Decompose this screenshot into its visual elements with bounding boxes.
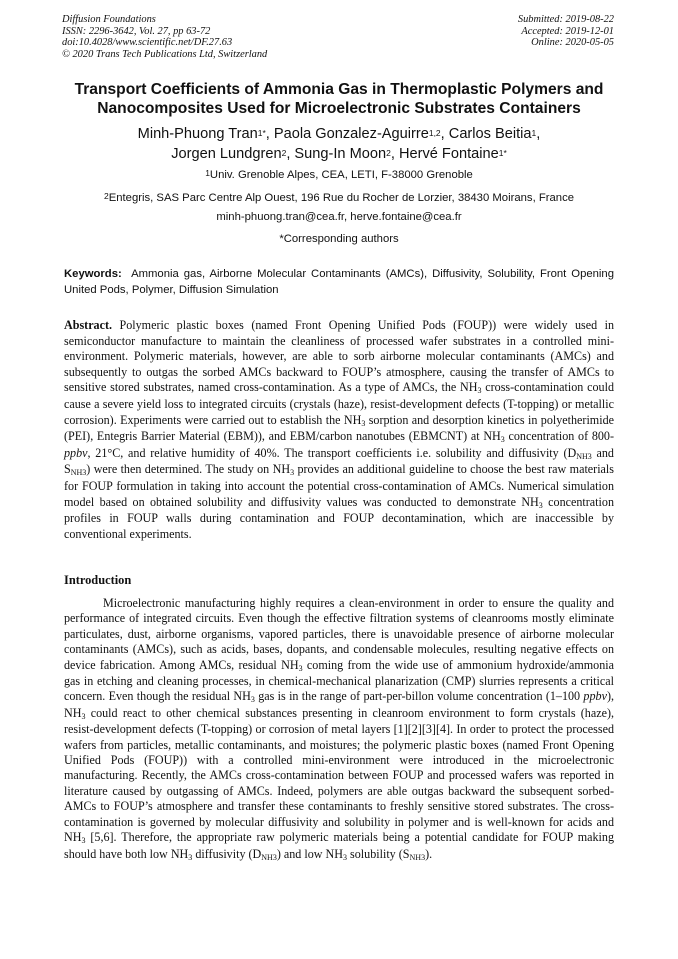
author-name: Paola Gonzalez-Aguirre	[273, 126, 429, 142]
intro-text: gas is in the range of part-per-billon volume concentration (1–100	[254, 689, 584, 704]
keywords	[64, 267, 614, 298]
submitted-date: Submitted: 2019-08-22	[517, 14, 614, 25]
subscript: 3	[477, 386, 482, 396]
intro-text: diffusivity (D	[192, 846, 262, 861]
affiliation-mark: 2	[103, 191, 109, 201]
author-affiliation-mark: 1*	[257, 128, 266, 138]
author-affiliation-mark: 1,2	[428, 128, 441, 138]
subscript: NH3	[70, 468, 87, 478]
author-name: Hervé Fontaine	[398, 146, 499, 162]
section-heading-introduction: Introduction	[64, 573, 132, 587]
journal-name: Diffusion Foundations	[62, 14, 156, 25]
unit-ppbv: ppbv	[64, 445, 88, 460]
keywords-label: Keywords:	[64, 268, 122, 280]
intro-text: ).	[425, 846, 433, 861]
affiliation-2	[40, 192, 638, 204]
subscript: NH3	[261, 852, 277, 862]
subscript: 3	[188, 852, 193, 862]
copyright-line: © 2020 Trans Tech Publications Ltd, Switzerland	[62, 48, 268, 60]
author-separator: ,	[286, 146, 295, 162]
intro-text: solubility (S	[347, 846, 410, 861]
affiliation-mark: 1	[205, 168, 210, 178]
keywords-text: Ammonia gas, Airborne Molecular Contaminants (AMCs), Diffusivity, Solubility, Front Opening United Pods, Polymer, Diffusion Simulation	[64, 268, 614, 296]
subscript: 3	[298, 663, 303, 673]
subscript: 3	[538, 500, 543, 510]
introduction-paragraph	[64, 596, 614, 863]
author-affiliation-mark: 1	[531, 128, 537, 138]
author-affiliation-mark: 2	[386, 148, 391, 158]
author-name: Sung-In Moon	[294, 146, 387, 162]
author-list	[40, 124, 638, 164]
submission-dates	[518, 14, 614, 49]
affiliation-1	[40, 169, 638, 181]
abstract-label: Abstract.	[64, 318, 113, 332]
intro-text: coming from the wide use of ammonium hydroxide/ammonia gas in etching and cleaning processes, in chemical-mechanical planarization (CMP) slurries represents a critical concern. Even though the residual NH	[64, 657, 614, 704]
abstract-text: provides an additional guideline to choose the best raw materials for FOUP formulation in taking into account the potential cross-contamination of AMCs. Numerical simulation model based on obtained solubility and diffusivity values was conducted to demonstrate NH	[64, 462, 614, 509]
abstract-text: and S	[64, 445, 614, 477]
abstract-text: sorption and desorption kinetics in polyetherimide (PEI), Entegris Barrier Material (EBM)), and EBM/carbon nanotubes (EBMCNT) at NH	[64, 412, 614, 444]
subscript: 3	[290, 468, 295, 478]
abstract-text: , 21°C, and relative humidity of 40%. The transport coefficients i.e. solubility and diffusivity (D	[87, 445, 577, 460]
author-separator: ,	[440, 126, 449, 142]
affiliation-text: Entegris, SAS Parc Centre Alp Ouest, 196 Rue du Rocher de Lorzier, 38430 Moirans, France	[108, 192, 575, 204]
abstract	[64, 318, 614, 542]
doi-line: doi:10.4028/www.scientific.net/DF.27.63	[62, 37, 233, 49]
intro-text: could react to other chemical substances presenting in cleanroom environment to form crystals (haze), resist-development defects (T-topping) or corrosion of metal layers [1][2][3][4]. In order to protect the processed wafers from particles, metallic contaminants, and moistures; the polymeric plastic boxes (named Front Opening Unified Pods (FOUP)) with a controlled mini-environment were introduced in the microelectronic manufacturing. Recently, the AMCs cross-contamination between FOUP and processed wafers was reported in literature caused by outgassing of AMCs. Indeed, polymers are able outgas backward the subsequent sorbed-AMCs to FOUP’s atmosphere and transfer these contaminants to freshly sensitive stored substrates. The cross-contamination is governed by molecular diffusivity and solubility in polymer and is well-known for acids and NH	[64, 705, 614, 845]
author-separator: ,	[265, 126, 274, 142]
affiliation-text: Univ. Grenoble Alpes, CEA, LETI, F-38000 Grenoble	[209, 169, 473, 181]
subscript: NH3	[409, 852, 426, 862]
author-name: Carlos Beitia	[448, 126, 532, 142]
abstract-text: concentration of 800-	[504, 429, 614, 444]
subscript: 3	[343, 852, 348, 862]
subscript: NH3	[576, 451, 592, 461]
author-name: Jorgen Lundgren	[171, 146, 282, 162]
author-affiliation-mark: 2	[281, 148, 287, 158]
journal-info	[62, 14, 267, 60]
subscript: 3	[81, 711, 86, 721]
abstract-text: concentration profiles in FOUP walls during contamination and FOUP decontamination, which are inaccessible by conventional experiments.	[64, 494, 614, 541]
abstract-text: cross-contamination could cause a severe yield loss to integrated circuits (crystals (haze), resist-development defects (T-topping) or metallic corrosion). Experiments were carried out to establish the NH	[64, 380, 614, 427]
author-emails[interactable]: minh-phuong.tran@cea.fr, herve.fontaine@cea.fr	[216, 211, 462, 223]
intro-text: ), NH	[64, 689, 614, 720]
subscript: 3	[500, 435, 505, 445]
intro-text: Microelectronic manufacturing highly requires a clean-environment in order to ensure the quality and performance of integrated circuits. Even though the effective filtration systems of cleanrooms mostly eliminate particulates, dust, airborne organisms, vapored particles, there is unavoidable presence of airborne molecular contaminants (AMCs), such as acids, bases, dopants, and condensable molecules, resulting negative effects on device fabrication. Among AMCs, residual NH	[64, 596, 614, 672]
subscript: 3	[81, 836, 86, 846]
intro-text: ) and low NH	[276, 846, 344, 861]
subscript: 3	[361, 418, 366, 428]
abstract-text: ) were then determined. The study on NH	[86, 462, 291, 477]
subscript: 3	[250, 695, 255, 705]
online-date: Online: 2020-05-05	[531, 37, 614, 49]
paper-title: Transport Coefficients of Ammonia Gas in Thermoplastic Polymers and Nanocomposites Used for Microelectronic Substrates Containers	[74, 81, 604, 117]
abstract-text: Polymeric plastic boxes (named Front Opening Unified Pods (FOUP)) were widely used in semiconductor manufacture to maintain the cleanliness of processed wafer substrates in a controlled mini-environment. Polymeric materials, however, are able to sorb airborne molecular contaminants (AMCs) and subsequently to outgas the sorbed AMCs backward to FOUP’s atmosphere, causing the transfer of AMCs to sensitive stored substrates, named cross-contamination. As a type of AMCs, the NH	[64, 318, 614, 395]
author-separator: ,	[536, 126, 541, 142]
issn-line: ISSN: 2296-3642, Vol. 27, pp 63-72	[62, 25, 211, 37]
accepted-date: Accepted: 2019-12-01	[521, 25, 614, 37]
intro-text: [5,6]. Therefore, the appropriate raw polymeric materials being a potential candidate for FOUP making should have both low NH	[64, 830, 614, 861]
corresponding-note: *Corresponding authors	[279, 233, 399, 245]
author-name: Minh-Phuong Tran	[137, 126, 258, 142]
unit-ppbv: ppbv	[583, 689, 607, 704]
author-affiliation-mark: 1*	[498, 148, 507, 158]
author-separator: ,	[390, 146, 399, 162]
